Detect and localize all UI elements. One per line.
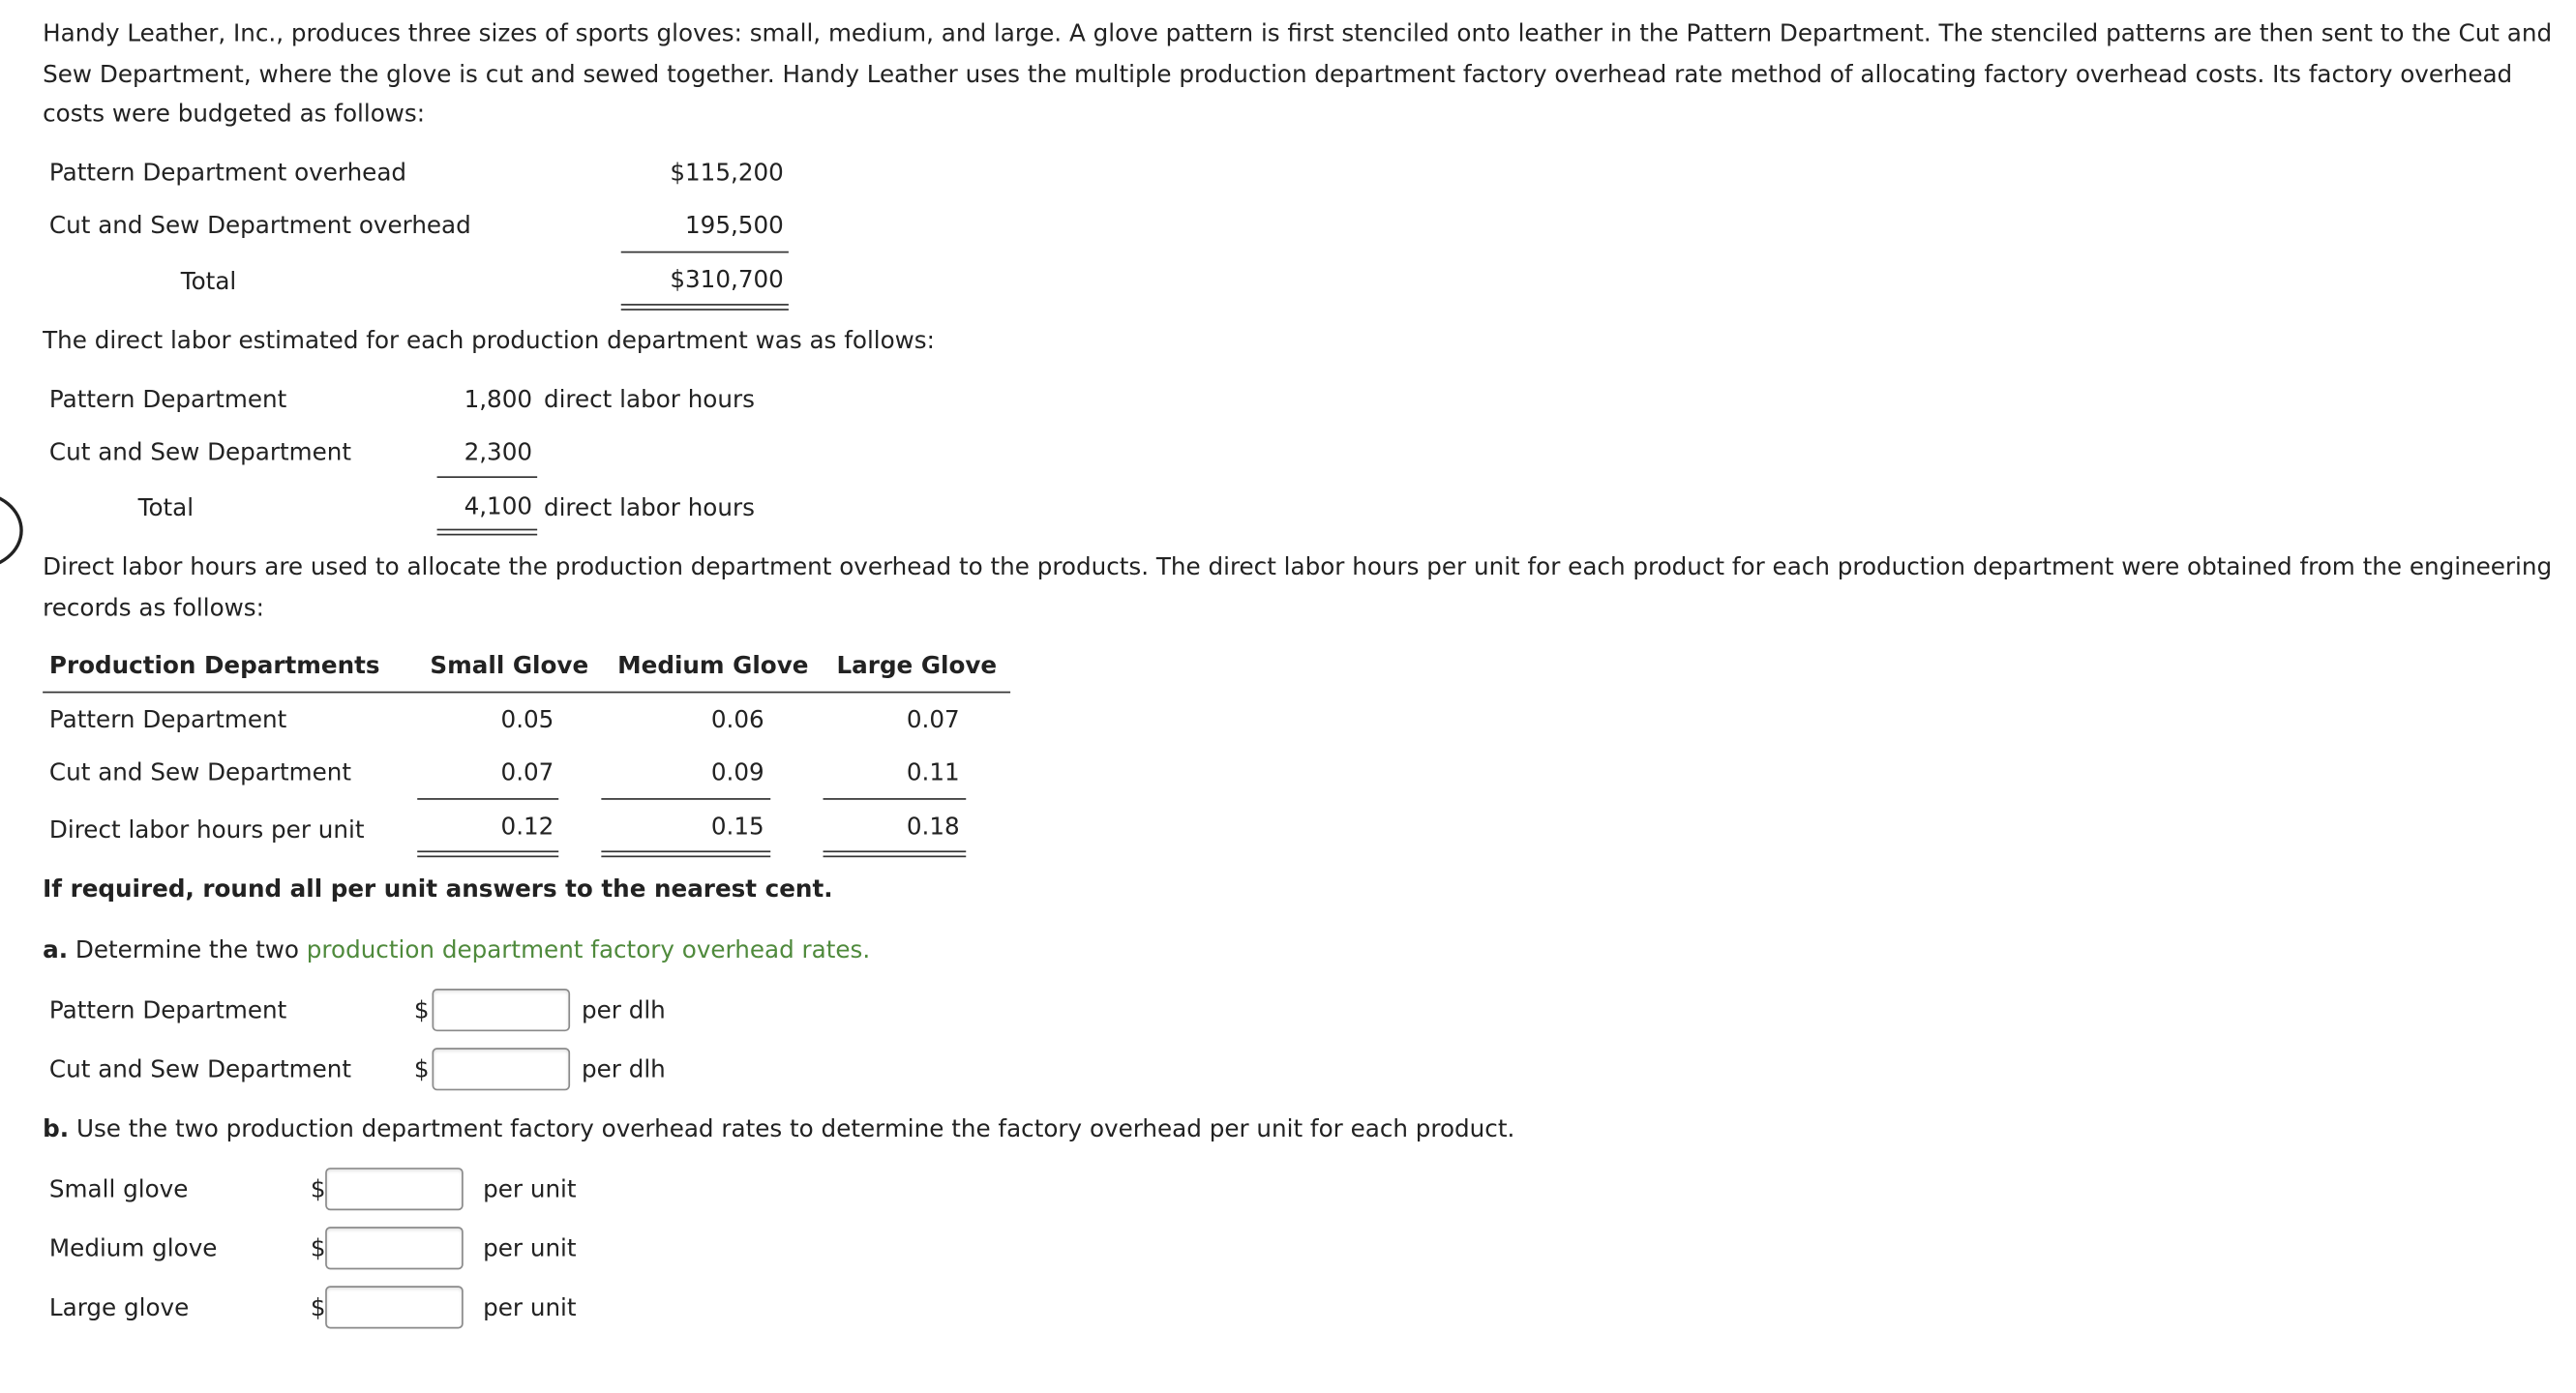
dlh-row-total-small: 0.12	[500, 815, 554, 842]
dlh-row-pattern-small: 0.05	[500, 707, 554, 734]
dlh-total-rule-medium	[601, 850, 770, 857]
medium-glove-input[interactable]	[325, 1227, 464, 1269]
part-b-unit-medium: per unit	[483, 1236, 577, 1263]
labor-total-unit: direct labor hours	[543, 495, 755, 522]
overhead-subtotal-rule	[621, 252, 789, 253]
overhead-label-cutsew: Cut and Sew Department overhead	[48, 213, 471, 240]
dlh-row-cutsew-medium: 0.09	[710, 760, 764, 787]
dlh-row-total-label: Direct labor hours per unit	[48, 817, 365, 845]
labor-subtotal-rule	[437, 476, 538, 478]
dlh-header-rule	[43, 692, 1010, 694]
part-a-label-cutsew: Cut and Sew Department	[48, 1057, 352, 1084]
labor-unit-pattern: direct labor hours	[543, 387, 755, 414]
overhead-value-pattern: $115,200	[670, 161, 784, 188]
dlh-subtotal-rule-medium	[601, 798, 770, 800]
overhead-total-value: $310,700	[670, 267, 784, 294]
dlh-row-cutsew-small: 0.07	[500, 760, 554, 787]
dlh-row-pattern-medium: 0.06	[710, 707, 764, 734]
labor-label-cutsew: Cut and Sew Department	[48, 439, 352, 467]
part-b-currency-medium: $	[310, 1236, 326, 1263]
dlh-row-pattern-label: Pattern Department	[48, 707, 287, 734]
small-glove-input[interactable]	[325, 1168, 464, 1210]
part-a-text: Determine the two	[75, 937, 299, 964]
part-a-letter: a.	[43, 937, 69, 964]
part-b-label-small: Small glove	[48, 1177, 189, 1204]
part-a-unit-cutsew: per dlh	[581, 1057, 666, 1084]
labor-total-label: Total	[137, 495, 195, 522]
overhead-value-cutsew: 195,500	[684, 213, 784, 240]
dlh-header-medium: Medium Glove	[617, 653, 809, 680]
overhead-total-label: Total	[180, 269, 237, 296]
dlh-row-cutsew-large: 0.11	[906, 760, 960, 787]
dlh-row-total-medium: 0.15	[710, 815, 764, 842]
overhead-rates-link[interactable]: production department factory overhead rates.	[306, 937, 871, 964]
part-b-currency-large: $	[310, 1295, 326, 1322]
part-a-prompt	[43, 934, 870, 967]
dlh-subtotal-rule-large	[824, 798, 967, 800]
labor-value-cutsew: 2,300	[464, 439, 533, 467]
part-b-unit-large: per unit	[483, 1295, 577, 1322]
dlh-header-departments: Production Departments	[48, 653, 380, 680]
labor-value-pattern: 1,800	[464, 387, 533, 414]
part-a-currency-cutsew: $	[413, 1057, 430, 1084]
dlh-row-pattern-large: 0.07	[906, 707, 960, 734]
dlh-row-cutsew-label: Cut and Sew Department	[48, 760, 352, 787]
dlh-intro-paragraph: Direct labor hours are used to allocate the production department overhead to the products. The direct labor hours per unit for each product for each production department were obtained from the engineering records as follows:	[43, 554, 2553, 622]
part-b-text: Use the two production department factory overhead rates to determine the factory overhead per unit for each product.	[75, 1116, 1515, 1143]
dlh-row-total-large: 0.18	[906, 815, 960, 842]
part-a-currency-pattern: $	[413, 998, 430, 1025]
part-b-letter: b.	[43, 1116, 70, 1143]
large-glove-input[interactable]	[325, 1286, 464, 1328]
overhead-total-rule	[621, 304, 789, 311]
labor-total-value: 4,100	[464, 494, 533, 521]
part-b-prompt	[43, 1113, 1514, 1146]
dlh-total-rule-large	[824, 850, 967, 857]
part-b-label-large: Large glove	[48, 1295, 190, 1322]
rounding-note: If required, round all per unit answers to the nearest cent.	[43, 876, 833, 904]
circle-decoration	[0, 491, 23, 570]
part-b-currency-small: $	[310, 1177, 326, 1204]
intro-paragraph: Handy Leather, Inc., produces three sizes of sports gloves: small, medium, and large. A glove pattern is first stenciled onto leather in the Pattern Department. The stenciled patterns are then sent to the Cut and Sew Department, where the glove is cut and sewed together. Handy Leather uses the multiple production department factory overhead rate method of allocating factory overhead costs. Its factory overhead costs were budgeted as follows:	[43, 21, 2553, 129]
dlh-header-small: Small Glove	[430, 653, 589, 680]
labor-label-pattern: Pattern Department	[48, 387, 287, 414]
part-a-label-pattern: Pattern Department	[48, 998, 287, 1025]
labor-intro: The direct labor estimated for each production department was as follows:	[43, 328, 935, 355]
dlh-subtotal-rule-small	[417, 798, 558, 800]
part-b-label-medium: Medium glove	[48, 1236, 218, 1263]
dlh-total-rule-small	[417, 850, 558, 857]
pattern-rate-input[interactable]	[432, 989, 570, 1031]
labor-total-rule	[437, 529, 538, 536]
dlh-header-large: Large Glove	[836, 653, 998, 680]
part-a-unit-pattern: per dlh	[581, 998, 666, 1025]
part-b-unit-small: per unit	[483, 1177, 577, 1204]
cutsew-rate-input[interactable]	[432, 1048, 570, 1090]
overhead-label-pattern: Pattern Department overhead	[48, 161, 407, 188]
